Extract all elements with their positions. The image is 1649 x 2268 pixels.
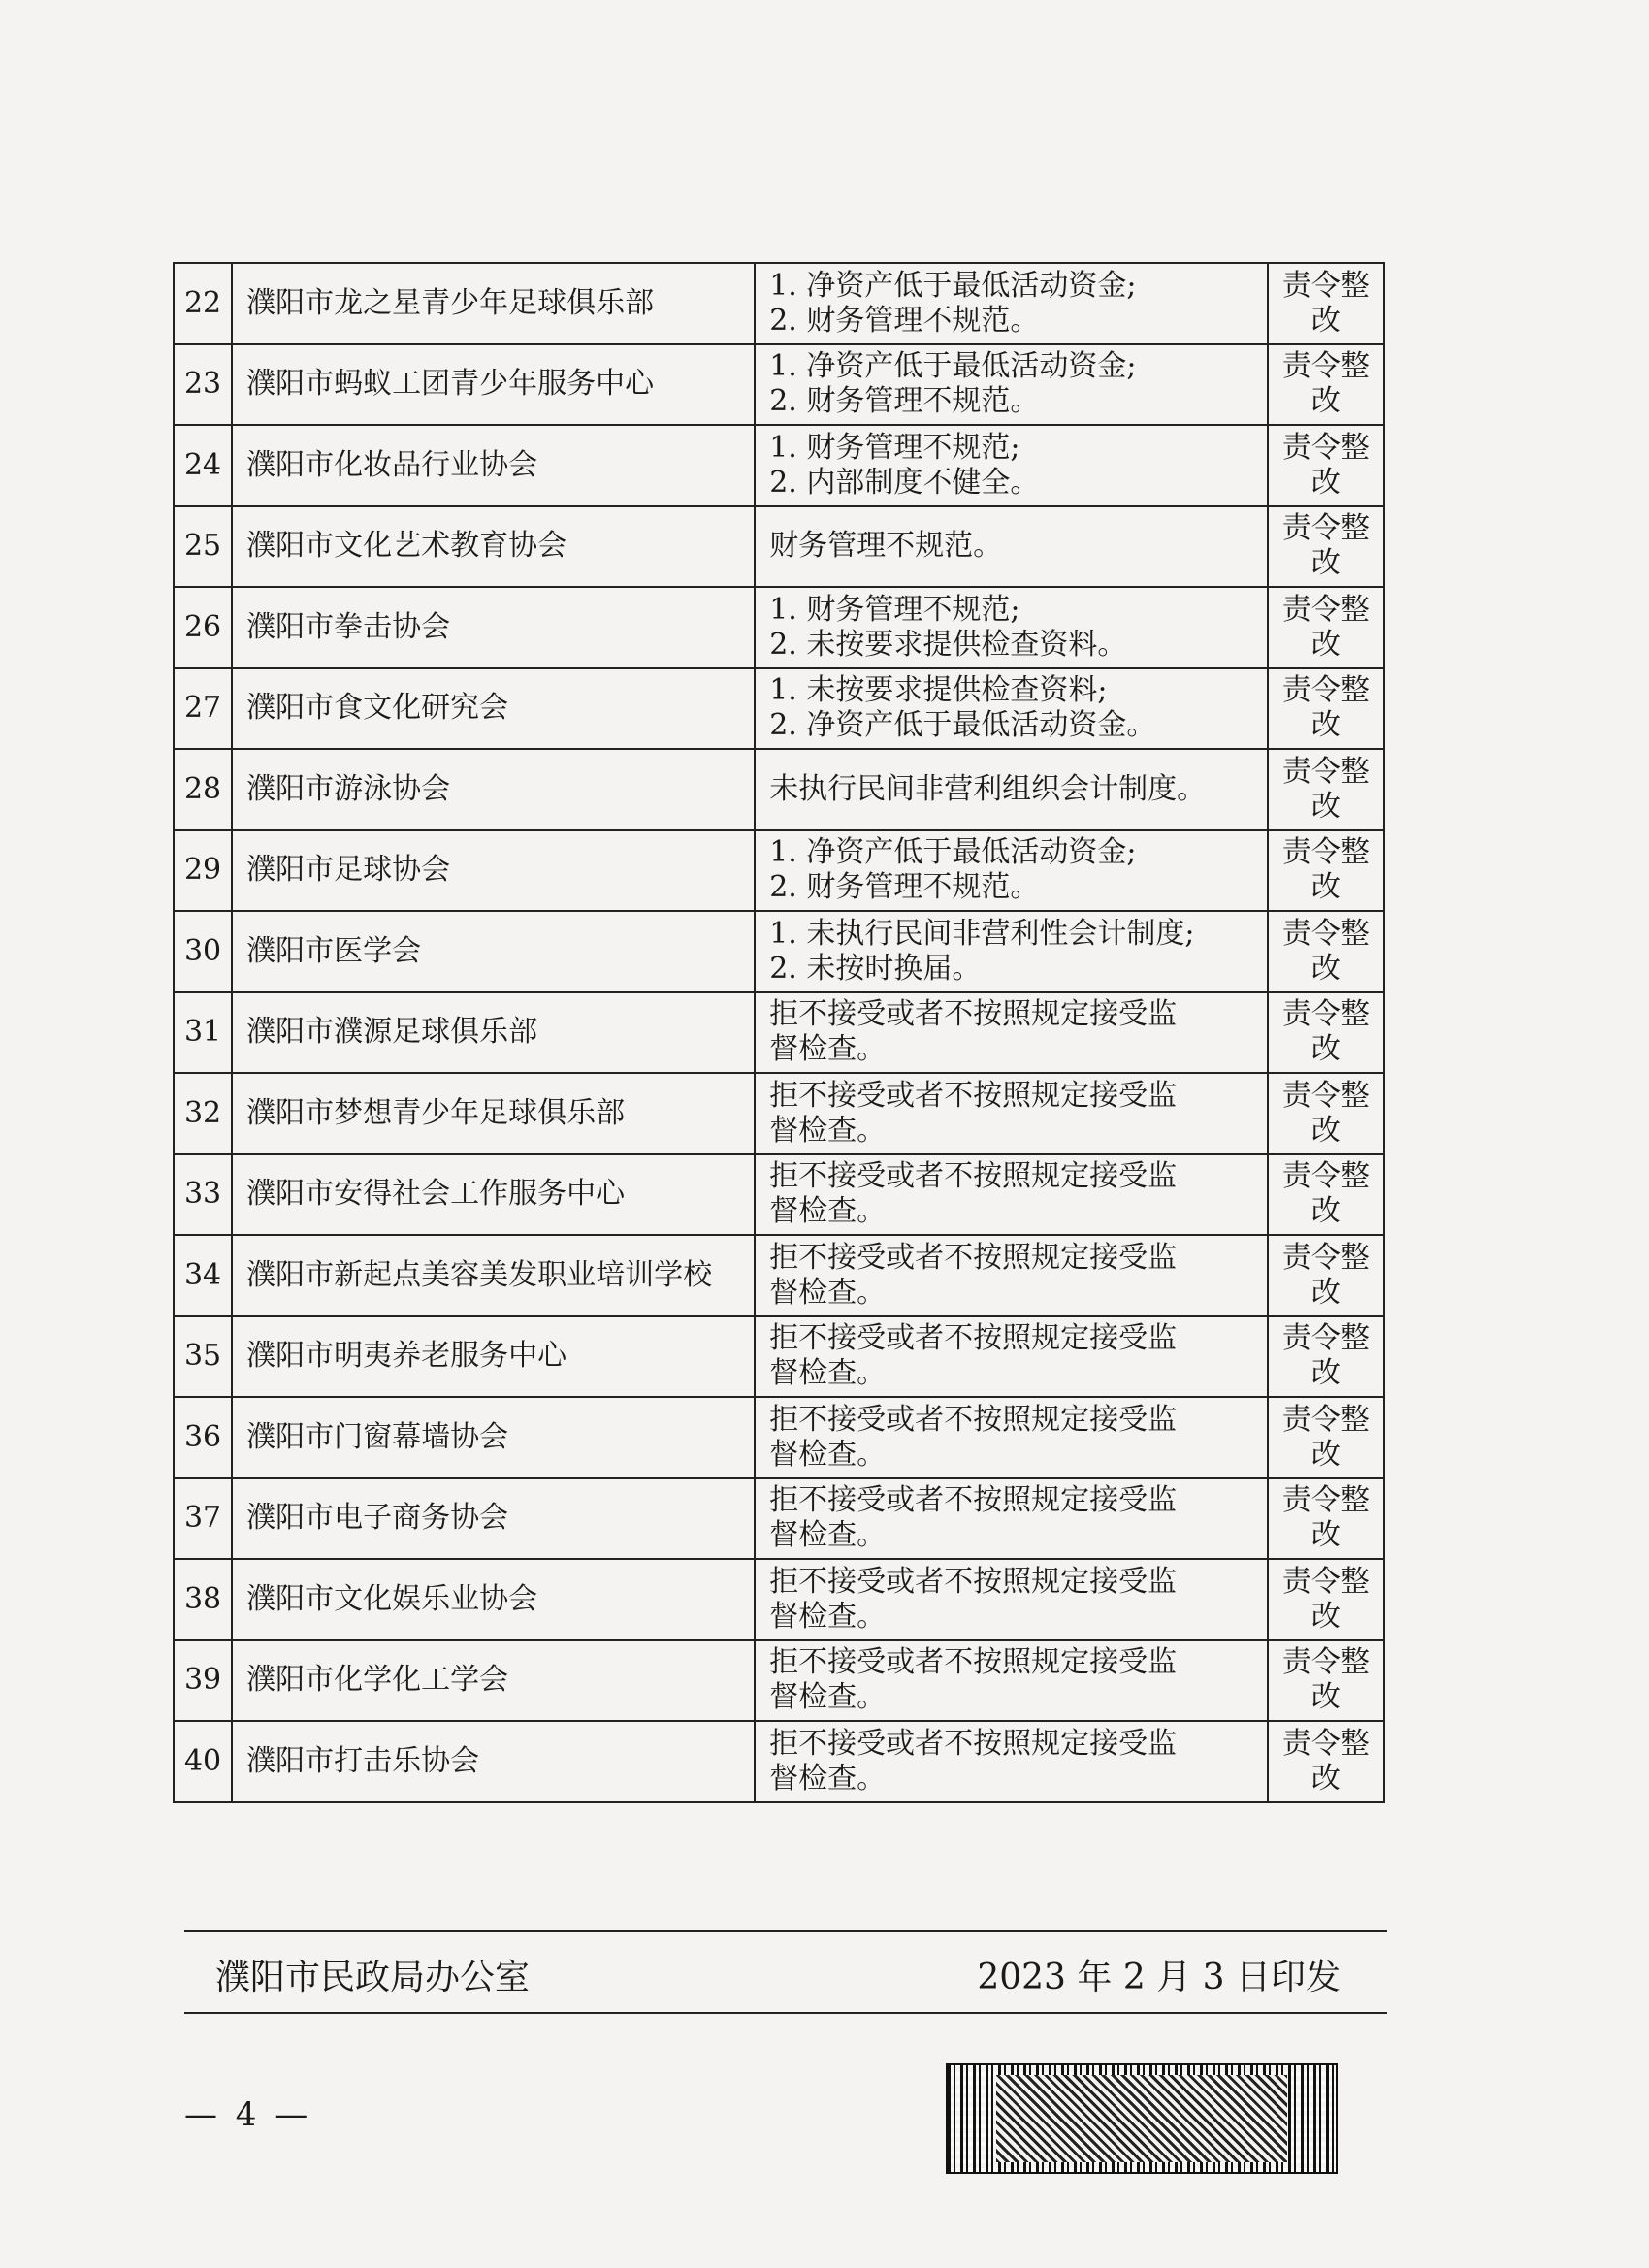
row-number: 27 [174, 668, 232, 750]
organization-name: 濮阳市足球协会 [232, 830, 755, 912]
issue-date: 2023 年 2 月 3 日印发 [977, 1958, 1341, 1997]
issue-line: 拒不接受或者不按照规定接受监 [769, 997, 1178, 1032]
inspection-issues [755, 1154, 1268, 1236]
inspection-issues [755, 344, 1268, 426]
table-row [174, 911, 1384, 992]
issue-line: 拒不接受或者不按照规定接受监 [769, 1726, 1178, 1761]
inspection-issues [755, 1235, 1268, 1316]
table-row [174, 1154, 1384, 1236]
issue-line: 督检查。 [769, 1356, 887, 1391]
disposition: 责令整改 [1268, 1559, 1384, 1640]
inspection-issues [755, 911, 1268, 992]
row-number: 40 [174, 1721, 232, 1802]
issue-line: 2. 未按要求提供检查资料。 [769, 627, 1127, 662]
row-number: 26 [174, 587, 232, 668]
organization-name: 濮阳市拳击协会 [232, 587, 755, 668]
row-number: 24 [174, 425, 232, 506]
barcode-pattern [996, 2075, 1287, 2162]
disposition: 责令整改 [1268, 1478, 1384, 1560]
footer-bottom-rule [184, 2012, 1387, 2014]
organization-name: 濮阳市濮源足球俱乐部 [232, 992, 755, 1074]
issue-line: 2. 财务管理不规范。 [769, 870, 1040, 905]
disposition: 责令整改 [1268, 1154, 1384, 1236]
issue-line: 1. 净资产低于最低活动资金; [769, 835, 1137, 870]
disposition: 责令整改 [1268, 1640, 1384, 1722]
table-row [174, 1397, 1384, 1478]
inspection-issues [755, 1640, 1268, 1722]
issue-line: 督检查。 [769, 1032, 887, 1067]
issue-line: 1. 净资产低于最低活动资金; [769, 349, 1137, 384]
row-number: 32 [174, 1073, 232, 1154]
issue-line: 督检查。 [769, 1113, 887, 1148]
issue-line: 1. 未执行民间非营利性会计制度; [769, 916, 1195, 951]
disposition: 责令整改 [1268, 830, 1384, 912]
organization-name: 濮阳市食文化研究会 [232, 668, 755, 750]
disposition: 责令整改 [1268, 1073, 1384, 1154]
issue-line: 2. 未按时换届。 [769, 951, 982, 986]
inspection-issues [755, 830, 1268, 912]
row-number: 33 [174, 1154, 232, 1236]
table-row [174, 668, 1384, 750]
table-row [174, 1235, 1384, 1316]
table-row [174, 1559, 1384, 1640]
disposition: 责令整改 [1268, 263, 1384, 344]
issue-line: 1. 财务管理不规范; [769, 430, 1020, 465]
organization-name: 濮阳市安得社会工作服务中心 [232, 1154, 755, 1236]
issue-line: 2. 内部制度不健全。 [769, 465, 1040, 500]
table-row [174, 425, 1384, 506]
disposition: 责令整改 [1268, 587, 1384, 668]
issue-line: 拒不接受或者不按照规定接受监 [769, 1321, 1178, 1356]
inspection-issues [755, 1316, 1268, 1398]
disposition: 责令整改 [1268, 911, 1384, 992]
issue-line: 督检查。 [769, 1437, 887, 1472]
issue-line: 督检查。 [769, 1275, 887, 1310]
issue-line: 拒不接受或者不按照规定接受监 [769, 1645, 1178, 1680]
issue-line: 督检查。 [769, 1680, 887, 1715]
disposition: 责令整改 [1268, 992, 1384, 1074]
table-row [174, 344, 1384, 426]
inspection-issues [755, 1397, 1268, 1478]
inspection-issues [755, 587, 1268, 668]
row-number: 31 [174, 992, 232, 1074]
row-number: 29 [174, 830, 232, 912]
row-number: 22 [174, 263, 232, 344]
row-number: 36 [174, 1397, 232, 1478]
disposition: 责令整改 [1268, 344, 1384, 426]
disposition: 责令整改 [1268, 749, 1384, 830]
organization-name: 濮阳市化学化工学会 [232, 1640, 755, 1722]
inspection-issues [755, 425, 1268, 506]
table-row [174, 587, 1384, 668]
organization-name: 濮阳市新起点美容美发职业培训学校 [232, 1235, 755, 1316]
table-row [174, 1316, 1384, 1398]
organization-name: 濮阳市电子商务协会 [232, 1478, 755, 1560]
organization-name: 濮阳市化妆品行业协会 [232, 425, 755, 506]
inspection-issues [755, 1559, 1268, 1640]
organization-name: 濮阳市明夷养老服务中心 [232, 1316, 755, 1398]
table-row [174, 263, 1384, 344]
row-number: 37 [174, 1478, 232, 1560]
row-number: 38 [174, 1559, 232, 1640]
issue-line: 2. 财务管理不规范。 [769, 384, 1040, 419]
inspection-issues [755, 992, 1268, 1074]
page-number: — 4 — [184, 2095, 312, 2134]
organization-name: 濮阳市文化娱乐业协会 [232, 1559, 755, 1640]
inspection-issues [755, 749, 1268, 830]
inspection-issues [755, 263, 1268, 344]
barcode-image [946, 2063, 1338, 2174]
row-number: 39 [174, 1640, 232, 1722]
issue-line: 督检查。 [769, 1194, 887, 1229]
issue-line: 拒不接受或者不按照规定接受监 [769, 1402, 1178, 1437]
inspection-issues [755, 1073, 1268, 1154]
table-row [174, 506, 1384, 588]
disposition: 责令整改 [1268, 1397, 1384, 1478]
inspection-issues [755, 1721, 1268, 1802]
disposition: 责令整改 [1268, 1316, 1384, 1398]
footer-top-rule [184, 1930, 1387, 1932]
issue-line: 拒不接受或者不按照规定接受监 [769, 1240, 1178, 1275]
issue-line: 1. 财务管理不规范; [769, 592, 1020, 627]
table-row [174, 749, 1384, 830]
inspection-issues [755, 668, 1268, 750]
issue-line: 拒不接受或者不按照规定接受监 [769, 1159, 1178, 1194]
disposition: 责令整改 [1268, 425, 1384, 506]
disposition: 责令整改 [1268, 668, 1384, 750]
issue-line: 督检查。 [769, 1518, 887, 1553]
row-number: 25 [174, 506, 232, 588]
issue-line: 2. 净资产低于最低活动资金。 [769, 708, 1156, 743]
issue-line: 拒不接受或者不按照规定接受监 [769, 1564, 1178, 1599]
row-number: 23 [174, 344, 232, 426]
issue-line: 财务管理不规范。 [769, 529, 1003, 564]
organization-name: 濮阳市打击乐协会 [232, 1721, 755, 1802]
row-number: 35 [174, 1316, 232, 1398]
issue-line: 督检查。 [769, 1761, 887, 1796]
table-row [174, 830, 1384, 912]
disposition: 责令整改 [1268, 506, 1384, 588]
table-row [174, 1478, 1384, 1560]
row-number: 28 [174, 749, 232, 830]
row-number: 30 [174, 911, 232, 992]
disposition: 责令整改 [1268, 1721, 1384, 1802]
table-row [174, 1721, 1384, 1802]
issue-line: 拒不接受或者不按照规定接受监 [769, 1483, 1178, 1518]
organization-name: 濮阳市门窗幕墙协会 [232, 1397, 755, 1478]
organization-name: 濮阳市梦想青少年足球俱乐部 [232, 1073, 755, 1154]
issue-line: 拒不接受或者不按照规定接受监 [769, 1078, 1178, 1113]
table-row [174, 1640, 1384, 1722]
inspection-results-table [173, 262, 1385, 1803]
issue-line: 未执行民间非营利组织会计制度。 [769, 771, 1207, 806]
table-row [174, 1073, 1384, 1154]
organization-name: 濮阳市龙之星青少年足球俱乐部 [232, 263, 755, 344]
organization-name: 濮阳市文化艺术教育协会 [232, 506, 755, 588]
disposition: 责令整改 [1268, 1235, 1384, 1316]
row-number: 34 [174, 1235, 232, 1316]
table-row [174, 992, 1384, 1074]
issue-line: 督检查。 [769, 1599, 887, 1634]
issuer-name: 濮阳市民政局办公室 [215, 1958, 531, 1997]
organization-name: 濮阳市蚂蚁工团青少年服务中心 [232, 344, 755, 426]
table-body [174, 263, 1384, 1802]
organization-name: 濮阳市医学会 [232, 911, 755, 992]
organization-name: 濮阳市游泳协会 [232, 749, 755, 830]
issue-line: 2. 财务管理不规范。 [769, 303, 1040, 338]
issue-line: 1. 净资产低于最低活动资金; [769, 268, 1137, 303]
inspection-issues [755, 1478, 1268, 1560]
inspection-issues [755, 506, 1268, 588]
issue-line: 1. 未按要求提供检查资料; [769, 673, 1108, 708]
